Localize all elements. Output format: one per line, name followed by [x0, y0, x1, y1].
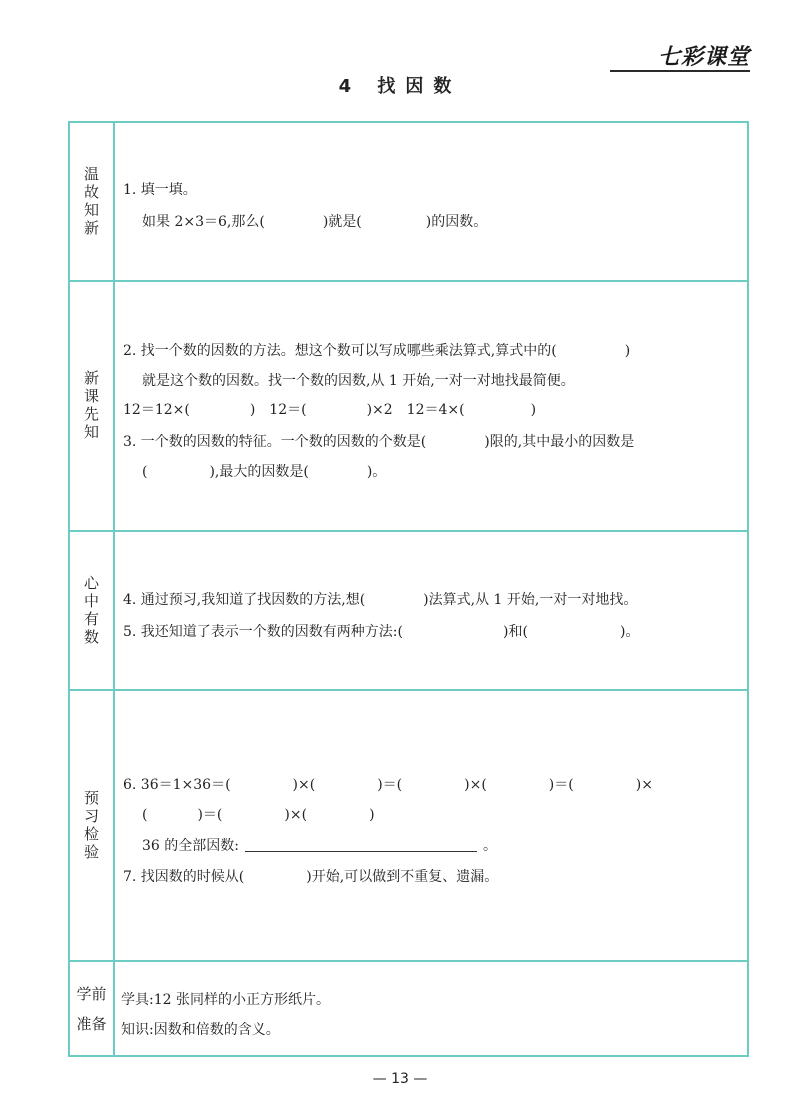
question-3-line-2: ( ),最大的因数是( )。: [142, 464, 387, 480]
question-1-text: 如果 2×3＝6,那么( )就是( )的因数。: [142, 214, 488, 230]
question-3-line-1: 3. 一个数的因数的特征。一个数的因数的个数是( )限的,其中最小的因数是: [123, 434, 635, 450]
section-content: [115, 532, 747, 689]
question-2-equations: 12＝12×( ) 12＝( )×2 12＝4×( ): [123, 402, 537, 418]
section-review: [70, 123, 747, 282]
section-preparation: [70, 962, 747, 1055]
question-1-title: 1. 填一填。: [123, 182, 197, 198]
section-content: [115, 282, 747, 530]
prep-tools: 学具:12 张同样的小正方形纸片。: [121, 992, 330, 1008]
answer-underline[interactable]: [245, 837, 477, 852]
section-label: 新课先知: [70, 282, 115, 530]
section-preview-check: [70, 691, 747, 962]
section-content: [115, 691, 747, 960]
question-6-line-1: 6. 36＝1×36＝( )×( )＝( )×( )＝( )×: [123, 777, 653, 793]
section-label: 心中有数: [70, 532, 115, 689]
worksheet-frame: [68, 121, 749, 1057]
question-6-line-3: 36 的全部因数: 。: [142, 838, 497, 854]
section-label: 温故知新: [70, 123, 115, 280]
question-7: 7. 找因数的时候从( )开始,可以做到不重复、遗漏。: [123, 869, 499, 885]
question-5: 5. 我还知道了表示一个数的因数有两种方法:( )和( )。: [123, 624, 640, 640]
question-2-line-2: 就是这个数的因数。找一个数的因数,从 1 开始,一对一对地找最简便。: [142, 373, 575, 389]
section-content: [115, 962, 747, 1055]
page-number: — 13 —: [372, 1071, 428, 1087]
section-label: 预习检验: [70, 691, 115, 960]
page-title: 4 找因数: [338, 76, 462, 97]
section-label: 学前 准备: [70, 962, 115, 1055]
question-6-line-2: ( )＝( )×( ): [142, 807, 375, 823]
question-2-line-1: 2. 找一个数的因数的方法。想这个数可以写成哪些乘法算式,算式中的( ): [123, 343, 631, 359]
logo: 七彩课堂: [657, 45, 750, 70]
prep-knowledge: 知识:因数和倍数的含义。: [121, 1022, 280, 1038]
section-reflection: [70, 532, 747, 691]
section-new-lesson: [70, 282, 747, 532]
section-content: [115, 123, 747, 280]
question-4: 4. 通过预习,我知道了找因数的方法,想( )法算式,从 1 开始,一对一对地找。: [123, 592, 638, 608]
